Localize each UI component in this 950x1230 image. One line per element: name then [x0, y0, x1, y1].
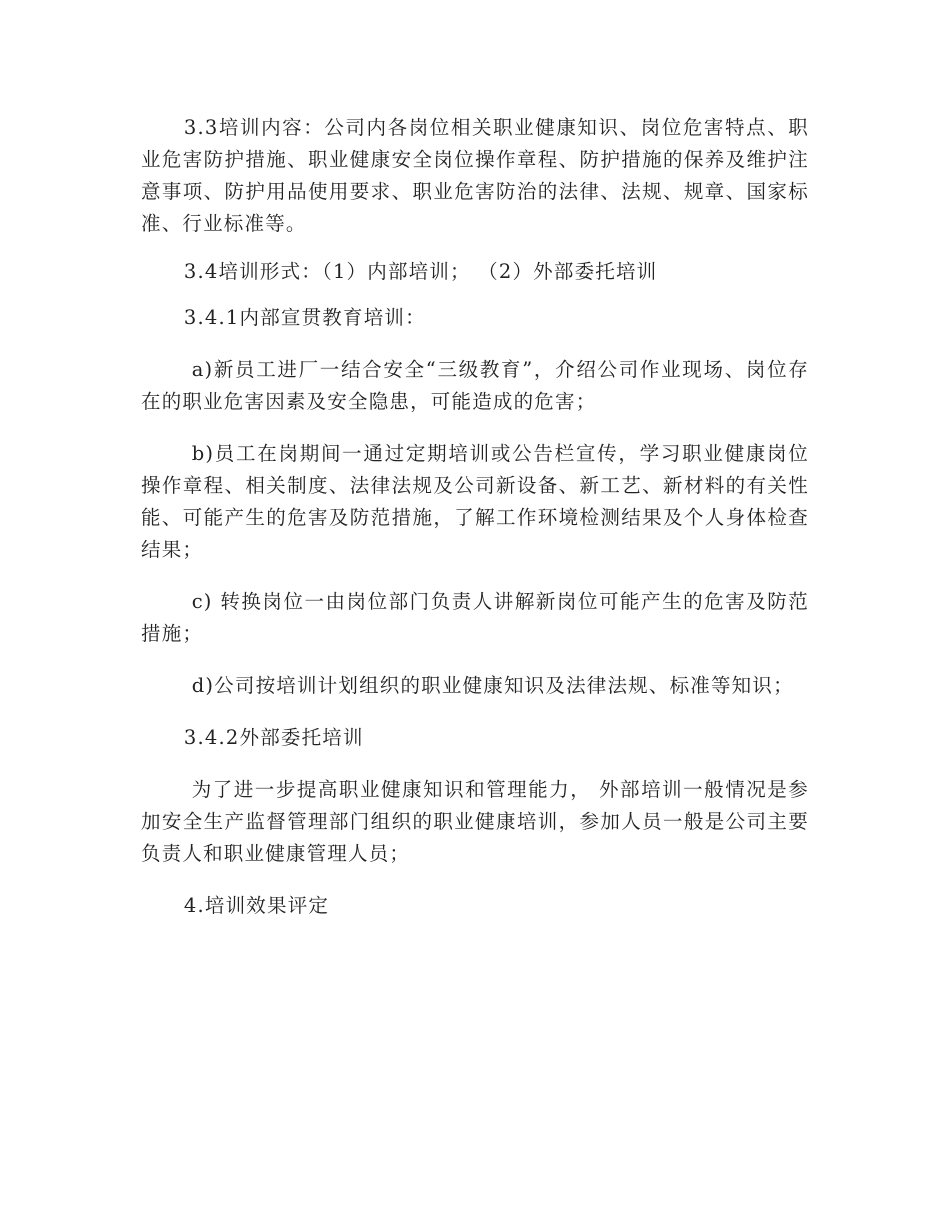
paragraph-training-content: 3.3培训内容：公司内各岗位相关职业健康知识、岗位危害特点、职业危害防护措施、职业健康安全岗位操作章程、防护措施的保养及维护注意事项、防护用品使用要求、职业危害防治的法律、法规、规章、国家标准、行业标准等。 — [141, 116, 809, 235]
heading-training-evaluation: 4.培训效果评定 — [183, 894, 330, 917]
paragraph-item-b: b)员工在岗期间一通过定期培训或公告栏宣传，学习职业健康岗位操作章程、相关制度、法律法规及公司新设备、新工艺、新材料的有关性能、可能产生的危害及防范措施，了解工作环境检测结果及个人身体检查结果； — [141, 442, 809, 561]
paragraph-training-form: 3.4培训形式：（1）内部培训； （2）外部委托培训 — [183, 260, 658, 283]
document-page — [141, 112, 809, 922]
heading-internal-training: 3.4.1内部宣贯教育培训： — [183, 306, 426, 329]
paragraph-item-d: d)公司按培训计划组织的职业健康知识及法律法规、标准等知识； — [191, 674, 794, 697]
paragraph-external-training: 为了进一步提高职业健康知识和管理能力， 外部培训一般情况是参加安全生产监督管理部门组织的职业健康培训，参加人员一般是公司主要负责人和职业健康管理人员； — [141, 778, 809, 865]
paragraph-item-c: c) 转换岗位一由岗位部门负责人讲解新岗位可能产生的危害及防范措施； — [141, 590, 809, 645]
heading-external-training: 3.4.2外部委托培训 — [183, 726, 364, 749]
paragraph-item-a: a)新员工进厂一结合安全“三级教育”，介绍公司作业现场、岗位存在的职业危害因素及安全隐患，可能造成的危害； — [141, 358, 809, 413]
